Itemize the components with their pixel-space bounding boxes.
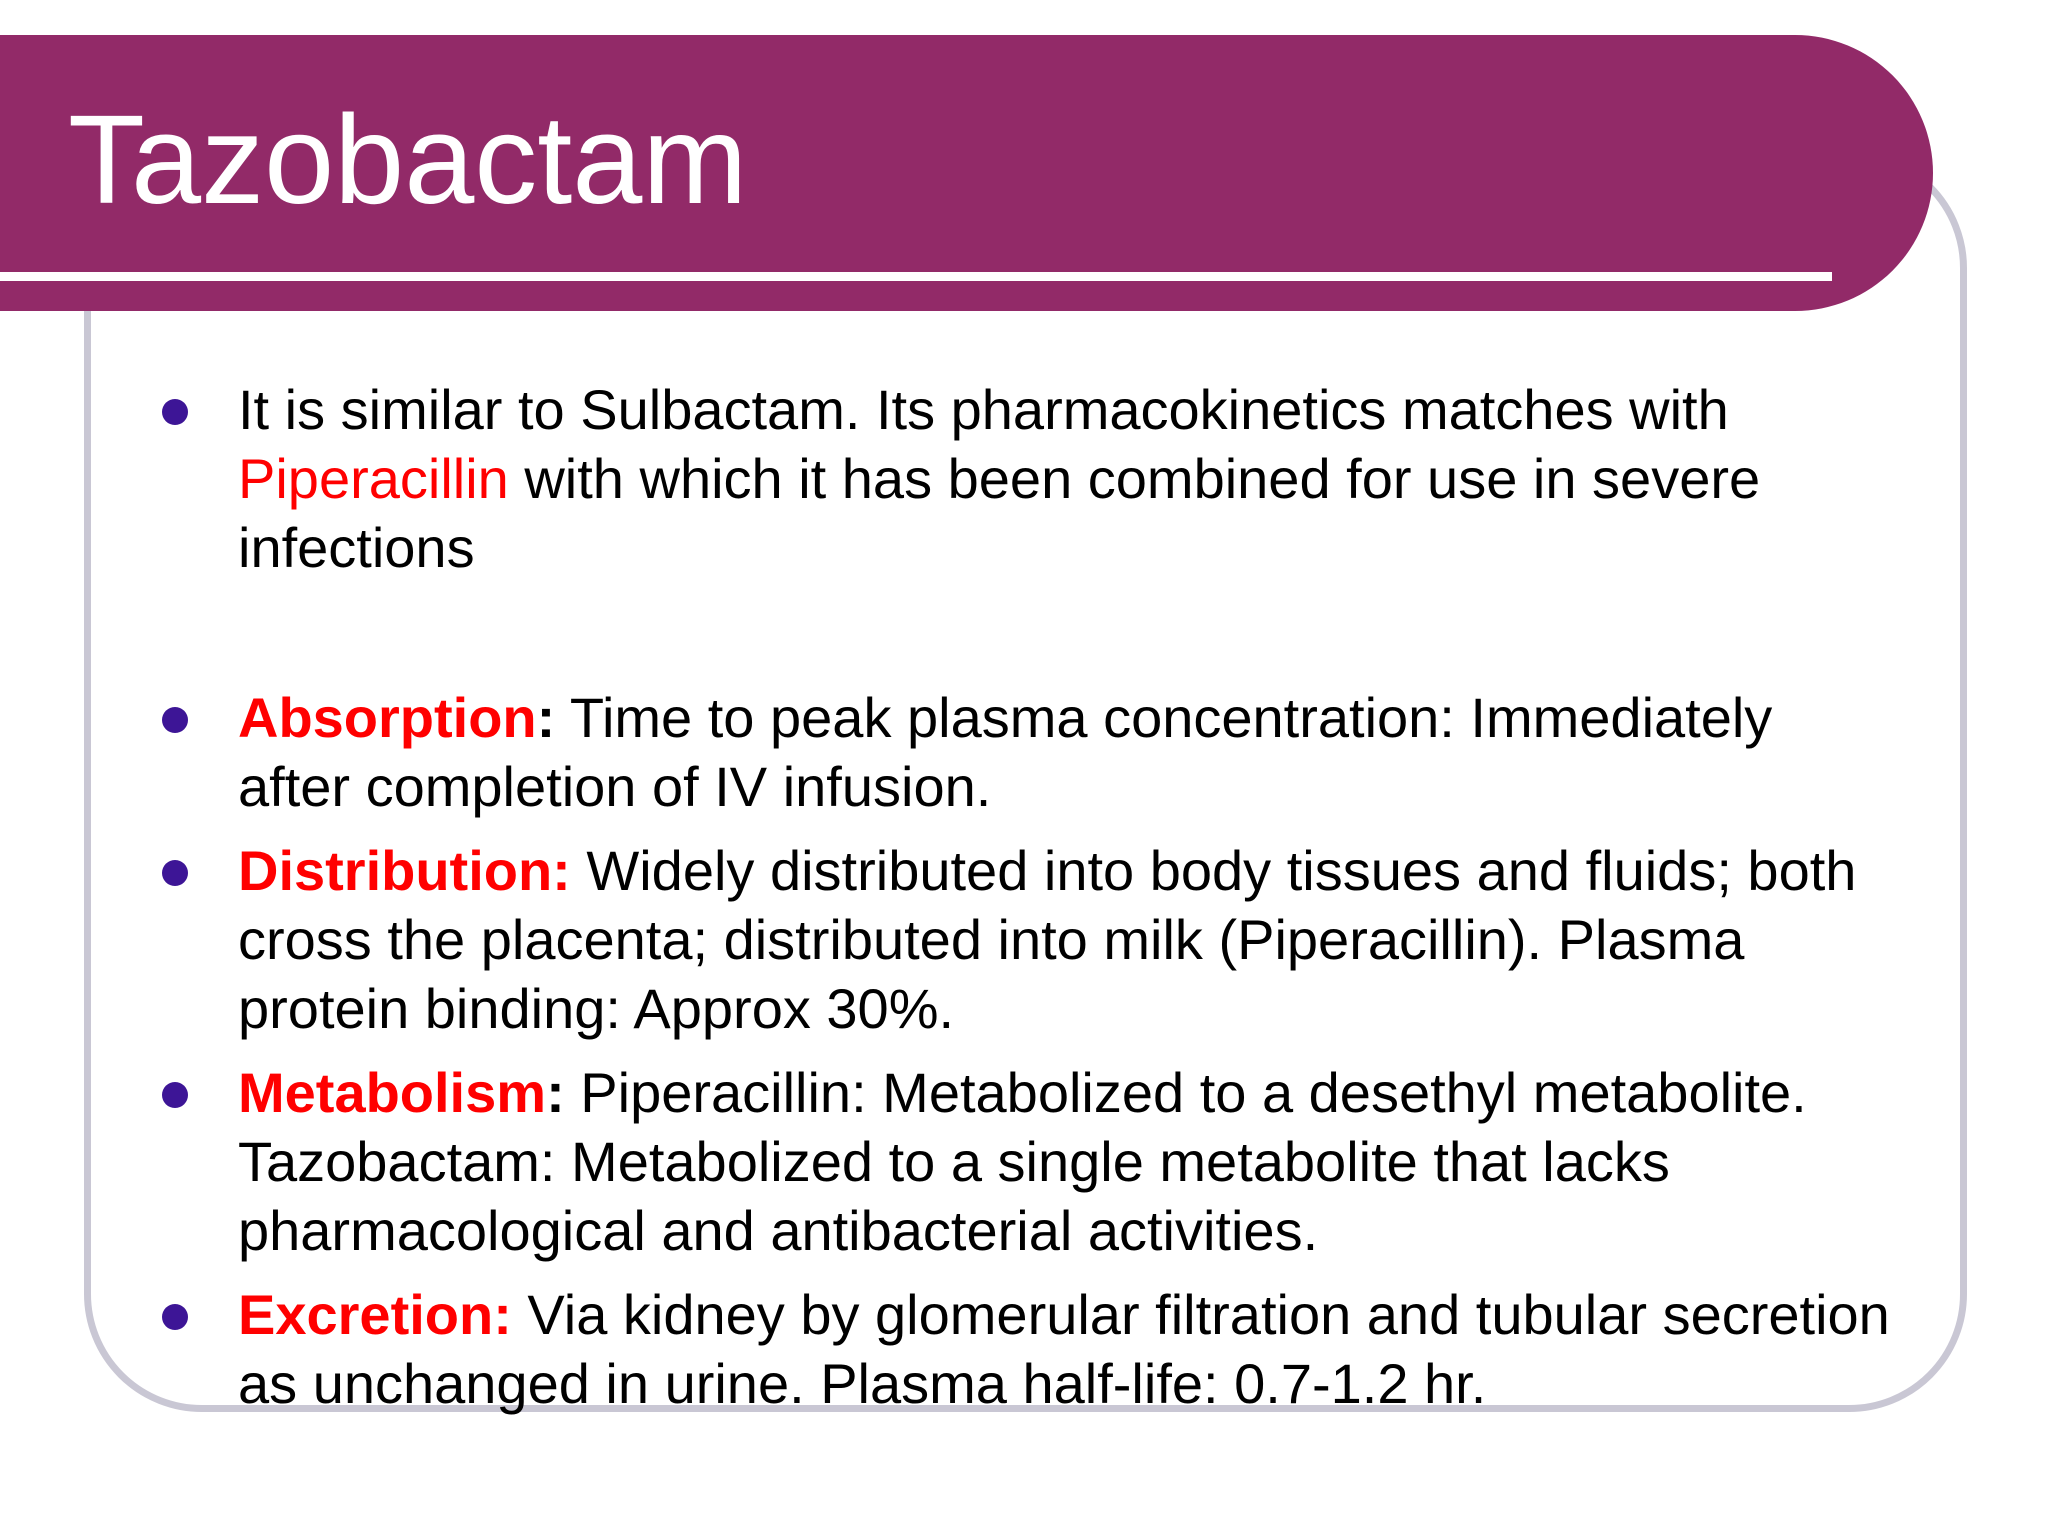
bullet-item-absorption [238,683,1898,821]
slide-title: Tazobactam [68,89,748,230]
bullet-item-excretion [238,1280,1898,1418]
bullet-term: Excretion: [238,1283,512,1346]
bullet-text: with which it has been combined for use in severe infections [238,447,1761,579]
bullet-item-distribution [238,836,1898,1043]
term-colon: : [546,1061,565,1124]
bullet-text: It is similar to Sulbactam. Its pharmacokinetics matches with [238,378,1729,441]
bullet-text: Via kidney by glomerular filtration and tubular secretion as unchanged in urine. Plasma half-life: 0.7-1.2 hr. [238,1283,1890,1415]
bullet-item-similarity [238,375,1898,582]
bullet-text: Piperacillin: Metabolized to a desethyl metabolite. Tazobactam: Metabolized to a single metabolite that lacks pharmacological and antibacterial activities. [238,1061,1807,1262]
term-colon: : [536,686,556,749]
bullet-term: Distribution: [238,839,571,902]
title-underline [0,272,1832,281]
bullet-term: Metabolism [238,1061,547,1124]
bullet-item-metabolism [238,1058,1898,1265]
bullet-term: Absorption [238,686,537,749]
bullet-dot-icon [162,707,188,733]
bullet-dot-icon [162,1304,188,1330]
bullet-dot-icon [162,1082,188,1108]
bullet-text: Widely distributed into body tissues and fluids; both cross the placenta; distributed into milk (Piperacillin). Plasma protein binding: Approx 30%. [238,839,1857,1040]
bullet-dot-icon [162,860,188,886]
bullet-dot-icon [162,399,188,425]
highlight-term: Piperacillin [238,447,509,510]
bullet-text: Time to peak plasma concentration: Immediately after completion of IV infusion. [238,686,1773,818]
